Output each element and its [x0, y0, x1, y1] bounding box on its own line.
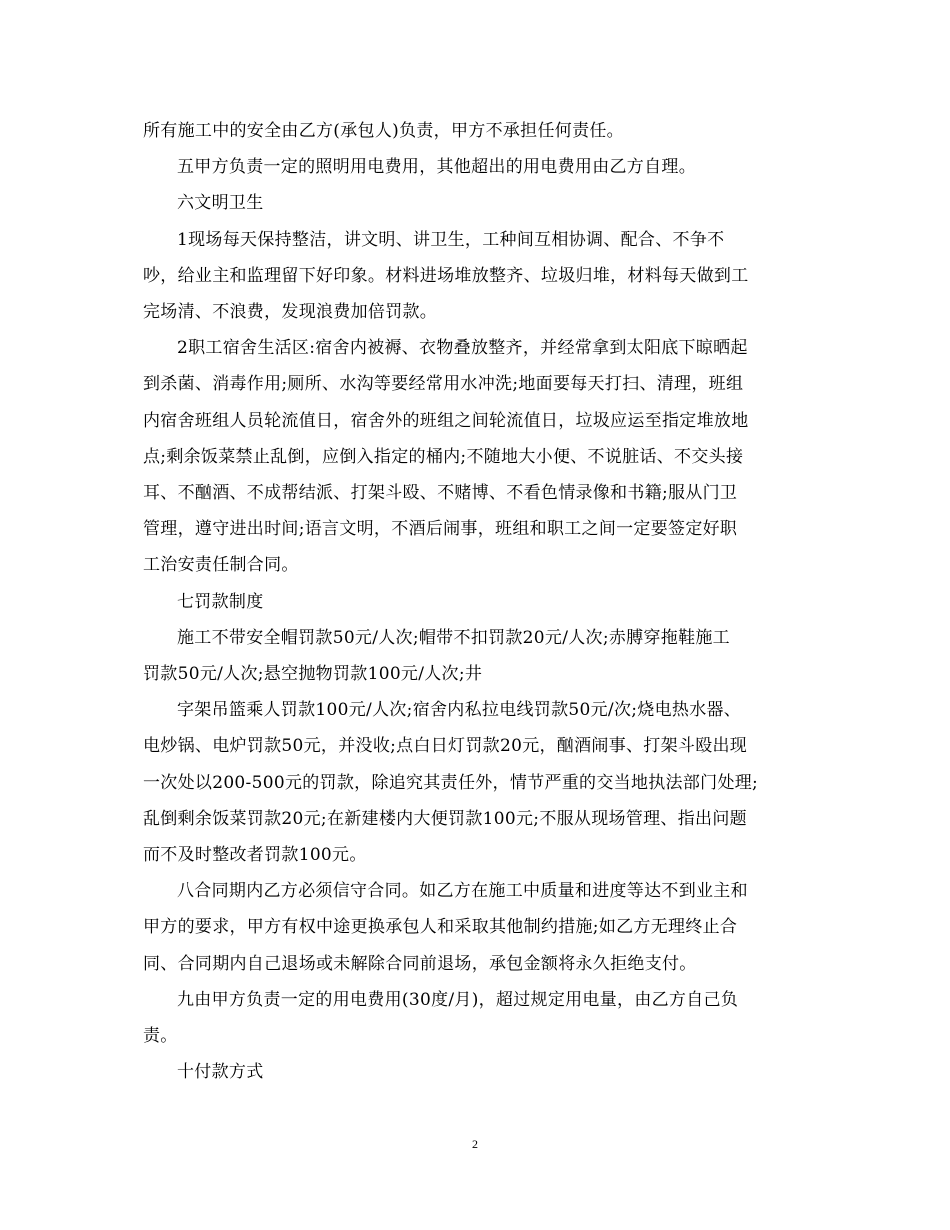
paragraph-line: 责。	[143, 1026, 178, 1047]
paragraph-line: 八合同期内乙方必须信守合同。如乙方在施工中质量和进度等达不到业主和	[177, 881, 748, 902]
paragraph-line: 2职工宿舍生活区:宿舍内被褥、衣物叠放整齐，并经常拿到太阳底下晾晒起	[177, 338, 748, 359]
paragraph-line: 五甲方负责一定的照明用电费用，其他超出的用电费用由乙方自理。	[177, 157, 696, 178]
paragraph-line: 所有施工中的安全由乙方(承包人)负责，甲方不承担任何责任。	[143, 121, 624, 141]
paragraph-line: 吵，给业主和监理留下好印象。材料进场堆放整齐、垃圾归堆，材料每天做到工	[143, 265, 749, 286]
paragraph-line: 1现场每天保持整洁，讲文明、讲卫生，工种间互相协调、配合、不争不	[177, 229, 725, 250]
paragraph-line: 工治安责任制合同。	[143, 555, 299, 576]
paragraph-line: 到杀菌、消毒作用;厕所、水沟等要经常用水冲洗;地面要每天打扫、清理，班组	[143, 374, 744, 395]
paragraph-line: 六文明卫生	[177, 193, 264, 214]
paragraph	[143, 982, 808, 1054]
paragraph-line: 九由甲方负责一定的用电费用(30度/月)，超过规定用电量，由乙方自己负	[177, 989, 739, 1010]
paragraph-line: 点;剩余饭菜禁止乱倒，应倒入指定的桶内;不随地大小便、不说脏话、不交头接	[143, 446, 744, 467]
paragraph	[143, 113, 808, 149]
paragraph	[143, 873, 808, 982]
paragraph-line: 内宿舍班组人员轮流值日，宿舍外的班组之间轮流值日，垃圾应运至指定堆放地	[143, 410, 749, 431]
paragraph-line: 同、合同期内自己退场或未解除合同前退场，承包金额将永久拒绝支付。	[143, 953, 697, 974]
paragraph-line: 耳、不酗酒、不成帮结派、打架斗殴、不赌博、不看色情录像和书籍;服从门卫	[143, 483, 738, 504]
paragraph	[143, 149, 808, 185]
paragraph-line: 乱倒剩余饭菜罚款20元;在新建楼内大便罚款100元;不服从现场管理、指出问题	[143, 808, 747, 829]
paragraph-line: 电炒锅、电炉罚款50元，并没收;点白日灯罚款20元，酗酒闹事、打架斗殴出现	[143, 736, 748, 757]
paragraph-line: 一次处以200-500元的罚款，除追究其责任外，情节严重的交当地执法部门处理;	[143, 772, 759, 793]
page-number: 2	[472, 1137, 478, 1151]
paragraph	[143, 222, 808, 331]
paragraph	[143, 692, 808, 873]
paragraph	[143, 1054, 808, 1090]
paragraph-line: 字架吊篮乘人罚款100元/人次;宿舍内私拉电线罚款50元/次;烧电热水器、	[177, 700, 742, 721]
paragraph	[143, 185, 808, 221]
paragraph-line: 完场清、不浪费，发现浪费加倍罚款。	[143, 302, 438, 323]
document-body	[143, 113, 808, 1090]
paragraph-line: 管理，遵守进出时间;语言文明，不酒后闹事，班组和职工之间一定要签定好职	[143, 519, 738, 540]
paragraph-line: 甲方的要求，甲方有权中途更换承包人和采取其他制约措施;如乙方无理终止合	[143, 917, 738, 938]
paragraph-line: 罚款50元/人次;悬空抛物罚款100元/人次;井	[143, 664, 483, 685]
paragraph-line: 七罚款制度	[177, 591, 264, 612]
paragraph-line: 施工不带安全帽罚款50元/人次;帽带不扣罚款20元/人次;赤膊穿拖鞋施工	[177, 627, 730, 648]
paragraph-line: 十付款方式	[177, 1062, 264, 1083]
paragraph	[143, 620, 808, 692]
paragraph	[143, 330, 808, 583]
paragraph-line: 而不及时整改者罚款100元。	[143, 845, 367, 866]
paragraph	[143, 584, 808, 620]
